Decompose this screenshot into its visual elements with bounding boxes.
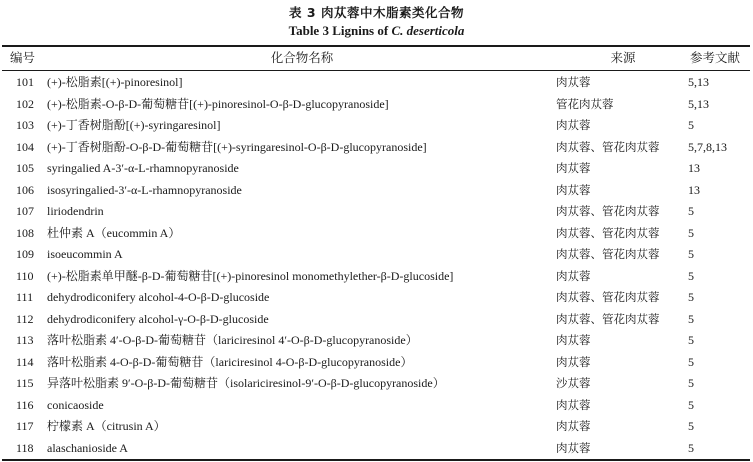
row-refs: 5,13 bbox=[688, 75, 709, 89]
row-id: 109 bbox=[16, 247, 34, 261]
row-refs: 5 bbox=[688, 333, 694, 347]
table-row bbox=[0, 115, 753, 137]
row-compound-name: (+)-松脂素[(+)-pinoresinol] bbox=[47, 75, 183, 89]
table-row bbox=[0, 352, 753, 374]
row-id: 108 bbox=[16, 225, 34, 240]
bottom-rule bbox=[2, 459, 750, 461]
row-id: 113 bbox=[16, 333, 34, 347]
row-compound-name: isoeucommin A bbox=[47, 247, 123, 261]
row-refs: 5 bbox=[688, 311, 694, 326]
table-row bbox=[0, 266, 753, 288]
row-source: 沙苁蓉 bbox=[556, 376, 591, 390]
row-compound-name: isosyringalied-3′-α-L-rhamnopyranoside bbox=[47, 182, 242, 197]
row-compound-name: (+)-松脂素-O-β-D-葡萄糖苷[(+)-pinoresinol-O-β-D-glucopyranoside] bbox=[47, 96, 389, 111]
row-compound-name: liriodendrin bbox=[47, 204, 104, 218]
row-source: 肉苁蓉 bbox=[556, 118, 591, 132]
row-source: 肉苁蓉 bbox=[556, 354, 591, 369]
row-source: 肉苁蓉、管花肉苁蓉 bbox=[556, 247, 660, 261]
top-rule bbox=[2, 45, 750, 47]
row-source: 肉苁蓉 bbox=[556, 440, 591, 455]
row-id: 114 bbox=[16, 354, 34, 369]
table-row bbox=[0, 244, 753, 266]
table-row bbox=[0, 438, 753, 460]
row-id: 110 bbox=[16, 268, 34, 283]
row-refs: 5,13 bbox=[688, 96, 709, 111]
row-source: 肉苁蓉 bbox=[556, 397, 591, 412]
row-id: 105 bbox=[16, 161, 34, 175]
row-compound-name: dehydrodiconifery alcohol-4-O-β-D-glucoside bbox=[47, 290, 270, 304]
table-row bbox=[0, 158, 753, 180]
row-compound-name: 落叶松脂素 4′-O-β-D-葡萄糖苷（lariciresinol 4′-O-β-D-glucopyranoside） bbox=[47, 333, 418, 347]
row-source: 肉苁蓉 bbox=[556, 161, 591, 175]
row-id: 111 bbox=[16, 290, 34, 304]
table-row bbox=[0, 180, 753, 202]
table-body bbox=[0, 72, 753, 459]
row-source: 肉苁蓉 bbox=[556, 182, 591, 197]
table-row bbox=[0, 223, 753, 245]
row-source: 肉苁蓉、管花肉苁蓉 bbox=[556, 290, 660, 304]
row-compound-name: conicaoside bbox=[47, 397, 104, 412]
table-row bbox=[0, 72, 753, 94]
row-compound-name: 异落叶松脂素 9′-O-β-D-葡萄糖苷（isolariciresinol-9′-O-β-D-glucopyranoside） bbox=[47, 376, 445, 390]
row-id: 107 bbox=[16, 204, 34, 218]
table-row bbox=[0, 373, 753, 395]
table-row bbox=[0, 416, 753, 438]
header-refs: 参考文献 bbox=[690, 50, 741, 65]
row-refs: 5 bbox=[688, 354, 694, 369]
row-refs: 5 bbox=[688, 376, 694, 390]
table-row bbox=[0, 309, 753, 331]
row-source: 肉苁蓉 bbox=[556, 75, 591, 89]
header-name: 化合物名称 bbox=[270, 50, 334, 65]
row-compound-name: (+)-丁香树脂酚[(+)-syringaresinol] bbox=[47, 118, 221, 132]
row-refs: 5 bbox=[688, 290, 694, 304]
row-source: 肉苁蓉 bbox=[556, 333, 591, 347]
header-id: 编号 bbox=[10, 50, 36, 65]
row-refs: 5 bbox=[688, 440, 694, 455]
row-id: 117 bbox=[16, 419, 34, 433]
row-refs: 5,7,8,13 bbox=[688, 139, 727, 154]
table-row bbox=[0, 395, 753, 417]
table-row bbox=[0, 137, 753, 159]
table-title-en-species: C. deserticola bbox=[391, 23, 465, 38]
row-source: 管花肉苁蓉 bbox=[556, 96, 614, 111]
header-rule bbox=[2, 70, 750, 71]
row-compound-name: (+)-丁香树脂酚-O-β-D-葡萄糖苷[(+)-syringaresinol-O-β-D-glucopyranoside] bbox=[47, 139, 427, 154]
row-id: 112 bbox=[16, 311, 34, 326]
row-id: 115 bbox=[16, 376, 34, 390]
row-source: 肉苁蓉、管花肉苁蓉 bbox=[556, 225, 660, 240]
row-compound-name: (+)-松脂素单甲醚-β-D-葡萄糖苷[(+)-pinoresinol monomethylether-β-D-glucoside] bbox=[47, 268, 454, 283]
table-title-en bbox=[0, 23, 753, 39]
row-source: 肉苁蓉、管花肉苁蓉 bbox=[556, 311, 660, 326]
row-compound-name: syringalied A-3′-α-L-rhamnopyranoside bbox=[47, 161, 239, 175]
row-compound-name: 柠檬素 A（citrusin A） bbox=[47, 419, 166, 433]
row-compound-name: 杜仲素 A（eucommin A） bbox=[47, 225, 181, 240]
row-id: 118 bbox=[16, 440, 34, 455]
table-row bbox=[0, 330, 753, 352]
row-refs: 5 bbox=[688, 268, 694, 283]
row-source: 肉苁蓉、管花肉苁蓉 bbox=[556, 139, 660, 154]
row-refs: 13 bbox=[688, 182, 700, 197]
table-row bbox=[0, 94, 753, 116]
row-id: 116 bbox=[16, 397, 34, 412]
row-refs: 5 bbox=[688, 419, 694, 433]
table-row bbox=[0, 287, 753, 309]
row-refs: 5 bbox=[688, 204, 694, 218]
table-title-cn: 表 3 肉苁蓉中木脂素类化合物 bbox=[289, 5, 464, 20]
row-id: 106 bbox=[16, 182, 34, 197]
row-refs: 13 bbox=[688, 161, 700, 175]
row-id: 104 bbox=[16, 139, 34, 154]
header-source: 来源 bbox=[610, 50, 636, 65]
row-refs: 5 bbox=[688, 247, 694, 261]
table-title-en-prefix: Table 3 Lignins of bbox=[288, 23, 392, 38]
row-refs: 5 bbox=[688, 225, 694, 240]
row-compound-name: alaschanioside A bbox=[47, 440, 128, 455]
row-id: 102 bbox=[16, 96, 34, 111]
row-id: 101 bbox=[16, 75, 34, 89]
row-compound-name: 落叶松脂素 4-O-β-D-葡萄糖苷（lariciresinol 4-O-β-D-glucopyranoside） bbox=[47, 354, 413, 369]
row-source: 肉苁蓉、管花肉苁蓉 bbox=[556, 204, 660, 218]
row-source: 肉苁蓉 bbox=[556, 268, 591, 283]
table-row bbox=[0, 201, 753, 223]
row-source: 肉苁蓉 bbox=[556, 419, 591, 433]
row-refs: 5 bbox=[688, 397, 694, 412]
row-refs: 5 bbox=[688, 118, 694, 132]
row-id: 103 bbox=[16, 118, 34, 132]
row-compound-name: dehydrodiconifery alcohol-γ-O-β-D-glucoside bbox=[47, 311, 269, 326]
